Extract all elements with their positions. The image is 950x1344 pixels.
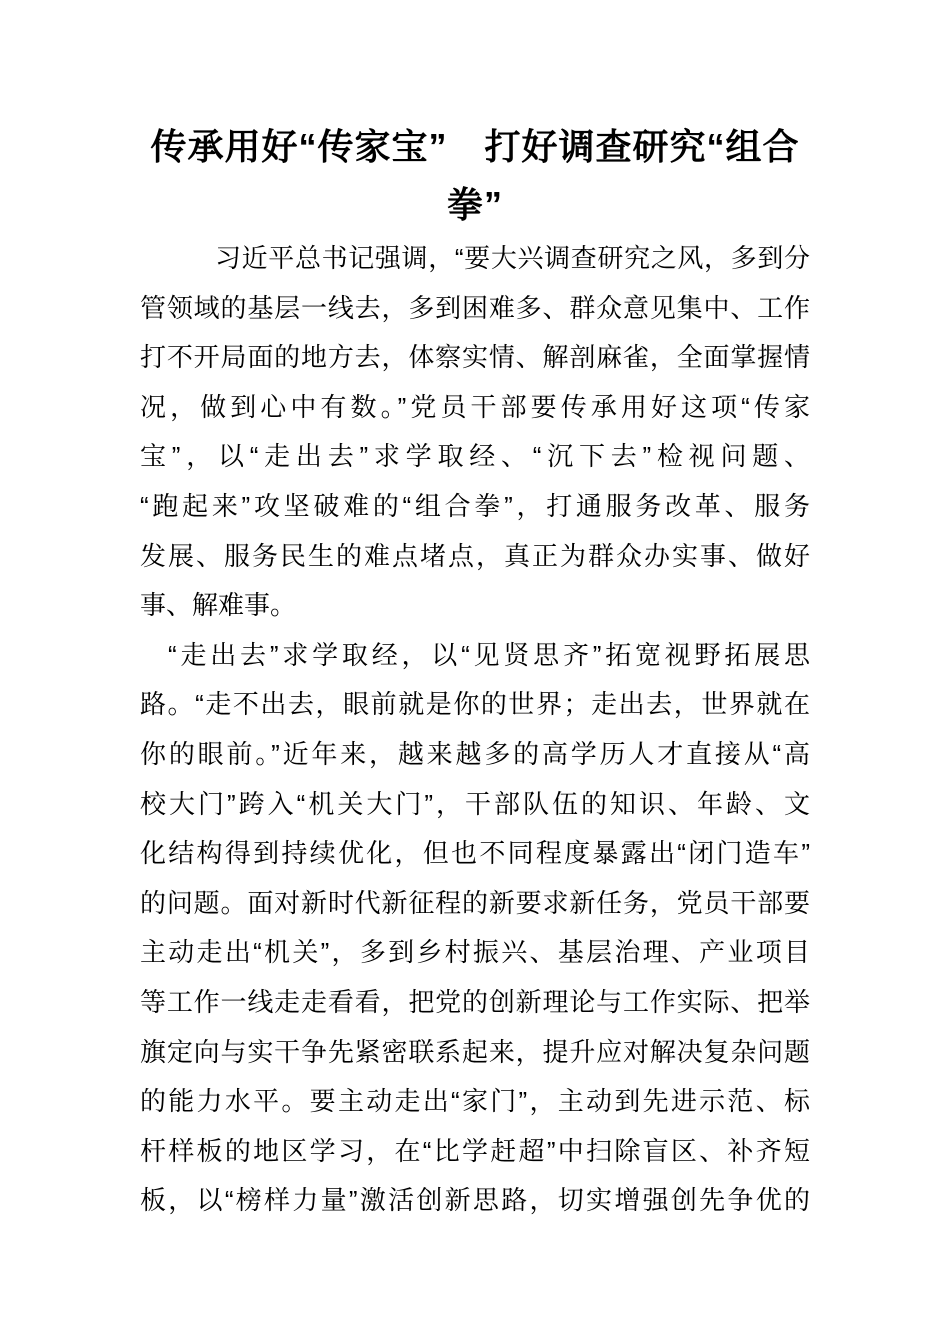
paragraph-2-line: 板，以“榜样力量”激活创新思路，切实增强创先争优的 xyxy=(140,1185,810,1216)
paragraph-2-line: 杆样板的地区学习，在“比学赶超”中扫除盲区、补齐短 xyxy=(140,1135,810,1166)
document-body xyxy=(140,234,810,1226)
title-line-2: 拳” xyxy=(446,184,503,225)
paragraph-1-line: “跑起来”攻坚破难的“组合拳”，打通服务改革、服务 xyxy=(140,490,810,521)
paragraph-1-line: 打不开局面的地方去，体察实情、解剖麻雀，全面掌握情 xyxy=(140,342,810,373)
paragraph-1-line: 宝”，以“走出去”求学取经、“沉下去”检视问题、 xyxy=(140,441,810,472)
paragraph-1-line: 管领域的基层一线去，多到困难多、群众意见集中、工作 xyxy=(140,292,810,323)
paragraph-2-line: “走出去”求学取经，以“见贤思齐”拓宽视野拓展思 xyxy=(168,639,810,670)
paragraph-2-line: 等工作一线走走看看，把党的创新理论与工作实际、把举 xyxy=(140,986,810,1017)
title-line-1: 传承用好“传家宝” 打好调查研究“组合 xyxy=(150,126,800,167)
paragraph-2-line: 你的眼前。”近年来，越来越多的高学历人才直接从“高 xyxy=(140,738,810,769)
paragraph-2-line: 路。“走不出去，眼前就是你的世界；走出去，世界就在 xyxy=(140,689,810,720)
paragraph-2-line: 旗定向与实干争先紧密联系起来，提升应对解决复杂问题 xyxy=(140,1036,810,1067)
paragraph-1-line: 况，做到心中有数。”党员干部要传承用好这项“传家 xyxy=(140,391,810,422)
paragraph-1-line: 习近平总书记强调，“要大兴调查研究之风，多到分 xyxy=(215,243,810,273)
paragraph-2-line: 校大门”跨入“机关大门”，干部队伍的知识、年龄、文 xyxy=(140,788,810,819)
paragraph-1-line: 事、解难事。 xyxy=(140,590,297,621)
paragraph-1 xyxy=(140,234,810,631)
paragraph-2 xyxy=(140,631,810,1226)
paragraph-2-line: 的问题。面对新时代新征程的新要求新任务，党员干部要 xyxy=(140,887,810,918)
paragraph-2-line: 化结构得到持续优化，但也不同程度暴露出“闭门造车” xyxy=(140,838,810,869)
paragraph-1-line: 发展、服务民生的难点堵点，真正为群众办实事、做好 xyxy=(140,540,810,571)
paragraph-2-line: 的能力水平。要主动走出“家门”，主动到先进示范、标 xyxy=(140,1086,810,1117)
document-title xyxy=(55,118,895,234)
paragraph-2-line: 主动走出“机关”，多到乡村振兴、基层治理、产业项目 xyxy=(140,937,810,968)
